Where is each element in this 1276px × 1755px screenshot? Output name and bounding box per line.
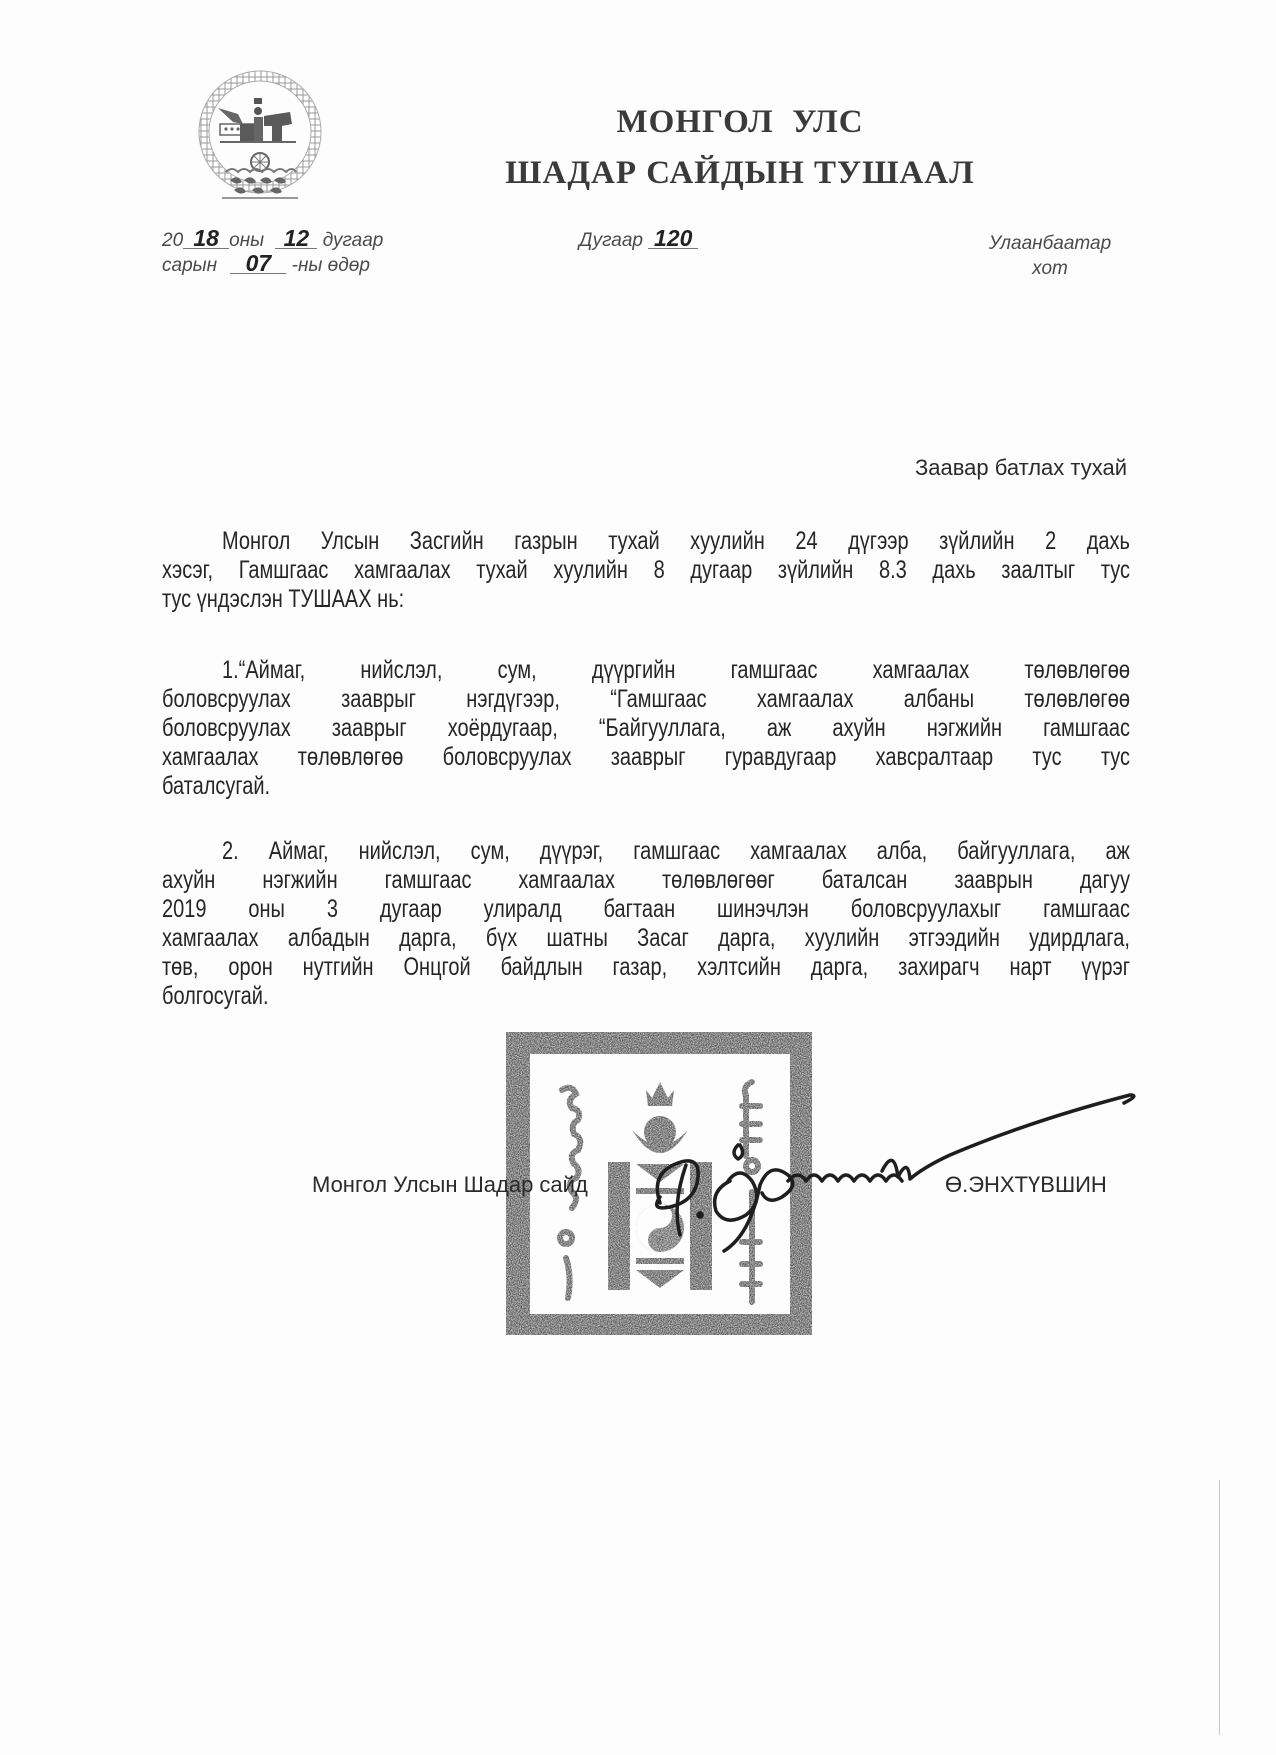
word: Засгийн xyxy=(409,527,484,555)
order-number xyxy=(579,225,698,253)
word: гамшгаас xyxy=(1043,714,1130,742)
word: төв, xyxy=(162,953,199,981)
word: орон xyxy=(228,953,273,981)
word: хуулийн xyxy=(804,924,880,952)
text-line xyxy=(162,527,1130,556)
word: улиралд xyxy=(483,895,562,923)
word: нэгдүгээр, xyxy=(466,685,560,713)
text-line xyxy=(162,895,1130,924)
word: дүгээр xyxy=(848,527,909,555)
word: 24 xyxy=(795,527,818,555)
text-line-content: болгосугай. xyxy=(162,982,269,1010)
word: Аймаг, xyxy=(268,837,329,865)
text-line-content xyxy=(162,895,1130,924)
word: боловсруулахыг xyxy=(850,895,1002,923)
text-line-content xyxy=(162,924,1130,953)
word: зүйлийн xyxy=(777,556,854,584)
text-line xyxy=(162,866,1130,895)
word: бүх xyxy=(485,924,518,952)
word: хамгаалах xyxy=(872,656,970,684)
word: хамгаалах xyxy=(756,685,854,713)
word: дахь xyxy=(932,556,976,584)
word: нийслэл, xyxy=(360,656,443,684)
paragraph-item-2 xyxy=(162,837,1130,1011)
word: тус xyxy=(1100,743,1130,771)
word: хуулийн xyxy=(690,527,765,555)
word: 2019 xyxy=(162,895,207,923)
word: нэгжийн xyxy=(262,866,338,894)
date-day: 07 xyxy=(230,253,286,274)
word: байдлын xyxy=(500,953,583,981)
word: дугаар xyxy=(379,895,442,923)
word: ахуйн xyxy=(162,866,216,894)
word: хамгаалах xyxy=(518,866,615,894)
word: газрын xyxy=(514,527,578,555)
word: сум, xyxy=(470,837,510,865)
word: хавсралтаар xyxy=(875,743,994,771)
word: төлөвлөгөө xyxy=(1024,656,1130,684)
text-line-content xyxy=(162,656,1130,685)
paragraph-item-1 xyxy=(162,656,1130,801)
word: тухай xyxy=(476,556,528,584)
word: зааврын xyxy=(954,866,1033,894)
word: шатны xyxy=(546,924,608,952)
word: дагуу xyxy=(1079,866,1130,894)
date-month: 12 xyxy=(275,228,317,249)
word: алба, xyxy=(876,837,928,865)
text-line xyxy=(162,953,1130,982)
word: гуравдугаар xyxy=(724,743,837,771)
word: дахь xyxy=(1086,527,1130,555)
word: заалтыг xyxy=(1001,556,1076,584)
word: этгээдийн xyxy=(908,924,1000,952)
word: тус xyxy=(1032,743,1062,771)
signatory-name: Ө.ЭНХТҮВШИН xyxy=(945,1172,1107,1197)
signatory-title: Монгол Улсын Шадар сайд xyxy=(312,1172,588,1197)
word: ахуйн xyxy=(832,714,886,742)
word: гамшгаас xyxy=(633,837,721,865)
word: гамшгаас xyxy=(730,656,818,684)
word: удирдлага, xyxy=(1029,924,1130,952)
title-document-type: ШАДАР САЙДЫН ТУШААЛ xyxy=(505,155,975,191)
word: зүйлийн xyxy=(939,527,1015,555)
word: 8 xyxy=(653,556,665,584)
word: хэсэг, xyxy=(162,556,214,584)
word: нийслэл, xyxy=(358,837,441,865)
word: гамшгаас xyxy=(384,866,472,894)
word: 2 xyxy=(1045,527,1057,555)
text-line-content xyxy=(162,527,1130,556)
order-number-value: 120 xyxy=(648,228,698,249)
text-line xyxy=(162,837,1130,866)
word: хамгаалах xyxy=(162,743,259,771)
word: боловсруулах xyxy=(162,714,291,742)
word: баталсан xyxy=(821,866,908,894)
text-line xyxy=(162,714,1130,743)
word: боловсруулах xyxy=(442,743,572,771)
city-suffix: хот xyxy=(1032,258,1068,279)
word: төлөвлөгөө xyxy=(297,743,404,771)
word: нарт xyxy=(1009,953,1052,981)
word: зааврыг xyxy=(331,714,407,742)
text-line-content: тус үндэслэн ТУШААХ нь: xyxy=(162,585,405,613)
word: 2. xyxy=(222,837,239,865)
word: нутгийн xyxy=(302,953,374,981)
text-line-content xyxy=(162,556,1130,585)
word: Гамшгаас xyxy=(238,556,329,584)
city-block xyxy=(975,231,1125,281)
word: хуулийн xyxy=(553,556,628,584)
word: тус xyxy=(1100,556,1130,584)
word: хамгаалах xyxy=(354,556,451,584)
word: төлөвлөгөөг xyxy=(661,866,775,894)
date-year-prefix: 20 xyxy=(162,230,184,251)
word: “Гамшгаас xyxy=(610,685,707,713)
text-line-content xyxy=(162,953,1130,982)
word: багтаан xyxy=(603,895,676,923)
word: захирагч xyxy=(898,953,980,981)
word: дарга, xyxy=(718,924,776,952)
order-number-label: Дугаар xyxy=(579,230,643,251)
paragraph-intro xyxy=(162,527,1130,614)
subject-line: Заавар батлах тухай xyxy=(914,455,1127,480)
text-line-content: баталсугай. xyxy=(162,772,271,800)
date-year: 18 xyxy=(183,228,229,249)
word: боловсруулах xyxy=(162,685,291,713)
word: гамшгаас xyxy=(1043,895,1130,923)
word: Монгол xyxy=(222,527,291,555)
word: сум, xyxy=(497,656,537,684)
word: 1.“Аймаг, xyxy=(222,656,306,684)
text-line xyxy=(162,924,1130,953)
word: тухай xyxy=(608,527,660,555)
word: төлөвлөгөө xyxy=(1024,685,1130,713)
word: газар, xyxy=(612,953,668,981)
text-line xyxy=(162,982,1130,1011)
word: шинэчлэн xyxy=(717,895,809,923)
text-line-content xyxy=(162,743,1130,772)
text-line xyxy=(162,585,1130,614)
word: дугаар xyxy=(690,556,753,584)
word: дарга, xyxy=(810,953,869,981)
city-name: Улаанбаатар xyxy=(988,233,1112,254)
word: 8.3 xyxy=(878,556,907,584)
word: Засаг xyxy=(637,924,689,952)
word: “Байгууллага, xyxy=(598,714,726,742)
handwritten-signature xyxy=(640,1085,1150,1255)
word: хэлтсийн xyxy=(697,953,781,981)
word: хамгаалах xyxy=(750,837,847,865)
text-line-content xyxy=(162,714,1130,743)
text-line xyxy=(162,556,1130,585)
scan-edge-mark xyxy=(1219,1480,1220,1735)
word: нэгжийн xyxy=(926,714,1003,742)
text-line xyxy=(162,743,1130,772)
date-day-suffix: -ны өдөр xyxy=(291,255,370,276)
word: хамгаалах xyxy=(162,924,259,952)
word: дүүргийн xyxy=(591,656,676,684)
word: албаны xyxy=(903,685,975,713)
text-line-content xyxy=(162,866,1130,895)
state-emblem-icon xyxy=(198,68,322,216)
title-country: МОНГОЛ УЛС xyxy=(616,104,864,140)
word: хоёрдугаар, xyxy=(447,714,558,742)
word: байгууллага, xyxy=(957,837,1076,865)
word: 3 xyxy=(326,895,338,923)
word: албадын xyxy=(287,924,370,952)
date-year-suffix: оны xyxy=(229,230,265,251)
text-line xyxy=(162,656,1130,685)
word: дарга, xyxy=(399,924,457,952)
text-line-content xyxy=(162,837,1130,866)
date-month-suffix: дугаар xyxy=(322,230,384,251)
word: Онцгой xyxy=(403,953,471,981)
word: дүүрэг, xyxy=(539,837,604,865)
word: Улсын xyxy=(320,527,380,555)
date-block xyxy=(162,225,384,278)
word: аж xyxy=(766,714,792,742)
date-day-prefix: сарын xyxy=(162,255,218,276)
word: зааврыг xyxy=(341,685,416,713)
word: оны xyxy=(248,895,285,923)
word: аж xyxy=(1105,837,1130,865)
word: зааврыг xyxy=(610,743,686,771)
text-line xyxy=(162,685,1130,714)
word: үүрэг xyxy=(1081,953,1130,981)
text-line xyxy=(162,772,1130,801)
text-line-content xyxy=(162,685,1130,714)
